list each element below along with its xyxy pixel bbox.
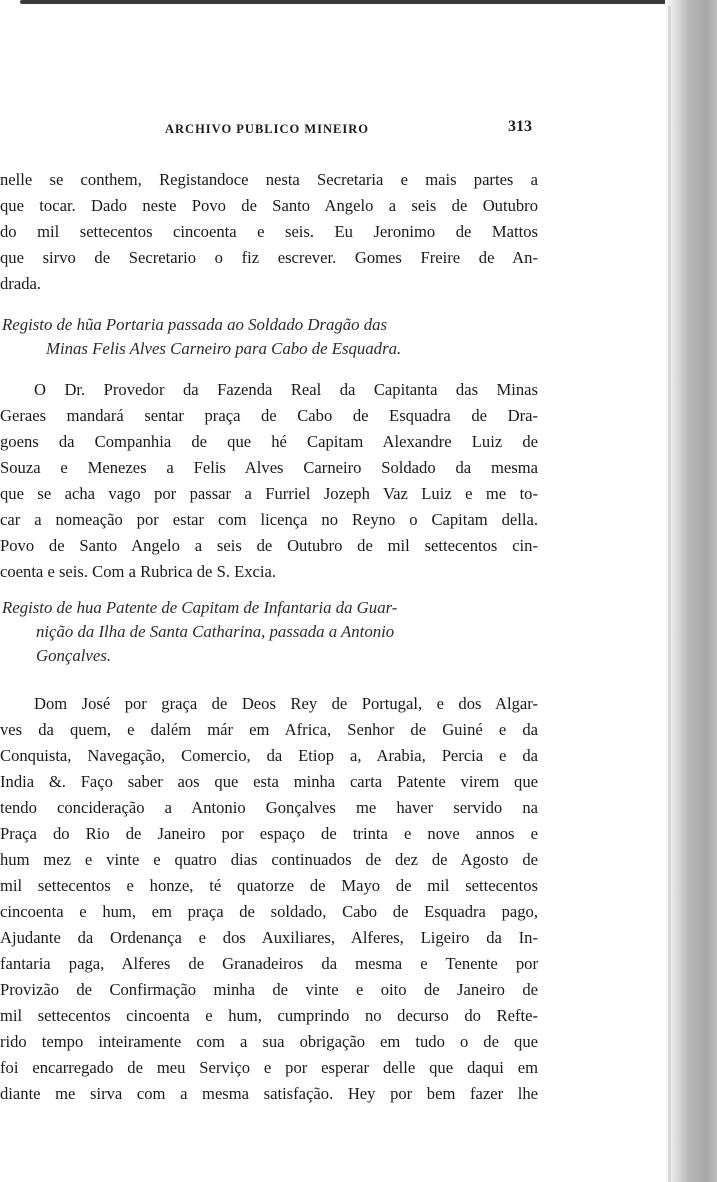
text-line: car a nomeação por estar com licença no Reyno o Capitam della. (0, 510, 538, 529)
text-line: mil settecentos e honze, té quatorze de Mayo de mil settecentos (0, 876, 538, 895)
text-line: O Dr. Provedor da Fazenda Real da Capitanta das Minas (34, 380, 538, 399)
heading-line: Registo de hua Patente de Capitam de Infantaria da Guar- (2, 598, 398, 617)
text-line: diante me sirva com a mesma satisfação. Hey por bem fazer lhe (0, 1084, 538, 1103)
text-line: Provizão de Confirmação minha de vinte e oito de Janeiro de (0, 980, 538, 999)
text-line: coenta e seis. Com a Rubrica de S. Excia. (0, 562, 277, 581)
text-line: nelle se conthem, Registandoce nesta Secretaria e mais partes a (0, 170, 538, 189)
section-heading-portaria (2, 313, 401, 361)
page-edge-line (668, 6, 671, 1182)
text-line: tendo concideração a Antonio Gonçalves me haver servido na (0, 798, 538, 817)
text-line: drada. (0, 274, 41, 293)
text-line: rido tempo inteiramente com a sua obrigação em tudo o de que (0, 1032, 538, 1051)
paragraph-patente (0, 691, 538, 1107)
heading-line: Registo de hũa Portaria passada ao Soldado Dragão das (2, 315, 388, 334)
text-line: Praça do Rio de Janeiro por espaço de trinta e nove annos e (0, 824, 538, 843)
text-line: ves da quem, e dalém már em Africa, Senhor de Guiné e da (0, 720, 538, 739)
text-line: Povo de Santo Angelo a seis de Outubro de mil settecentos cin- (0, 536, 538, 555)
heading-line: Gonçalves. (36, 646, 112, 665)
text-line: India &. Faço saber aos que esta minha carta Patente virem que (0, 772, 538, 791)
text-line: fantaria paga, Alferes de Granadeiros da mesma e Tenente por (0, 954, 538, 973)
text-line: que tocar. Dado neste Povo de Santo Angelo a seis de Outubro (0, 196, 538, 215)
running-header-title: ARCHIVO PUBLICO MINEIRO (165, 122, 370, 136)
running-header (0, 118, 640, 142)
paragraph-portaria (0, 377, 538, 585)
heading-line: nição da Ilha de Santa Catharina, passada a Antonio (36, 622, 395, 641)
text-line: Ajudante da Ordenança e dos Auxiliares, Alferes, Ligeiro da In- (0, 928, 538, 947)
text-line: que se acha vago por passar a Furriel Jozeph Vaz Luiz e me to- (0, 484, 538, 503)
text-line: mil settecentos cincoenta e hum, cumprindo no decurso do Refte- (0, 1006, 538, 1025)
text-line: Geraes mandará sentar praça de Cabo de Esquadra de Dra- (0, 406, 538, 425)
page-top-edge (20, 0, 675, 4)
text-line: cincoenta e hum, em praça de soldado, Cabo de Esquadra pago, (0, 902, 538, 921)
text-line: Conquista, Navegação, Comercio, da Etiop a, Arabia, Percia e da (0, 746, 538, 765)
page-number: 313 (508, 118, 532, 135)
page-binding-shadow (665, 0, 717, 1182)
text-line: goens da Companhia de que hé Capitam Alexandre Luiz de (0, 432, 538, 451)
text-line: que sirvo de Secretario o fiz escrever. Gomes Freire de An- (0, 248, 538, 267)
paragraph-continuation (0, 167, 538, 297)
heading-line: Minas Felis Alves Carneiro para Cabo de Esquadra. (46, 339, 402, 358)
text-line: do mil settecentos cincoenta e seis. Eu Jeronimo de Mattos (0, 222, 538, 241)
text-line: hum mez e vinte e quatro dias continuados de dez de Agosto de (0, 850, 538, 869)
section-heading-patente (2, 596, 397, 668)
text-line: Souza e Menezes a Felis Alves Carneiro Soldado da mesma (0, 458, 538, 477)
text-line: Dom José por graça de Deos Rey de Portugal, e dos Algar- (34, 694, 538, 713)
text-line: foi encarregado de meu Serviço e por esperar delle que daqui em (0, 1058, 538, 1077)
